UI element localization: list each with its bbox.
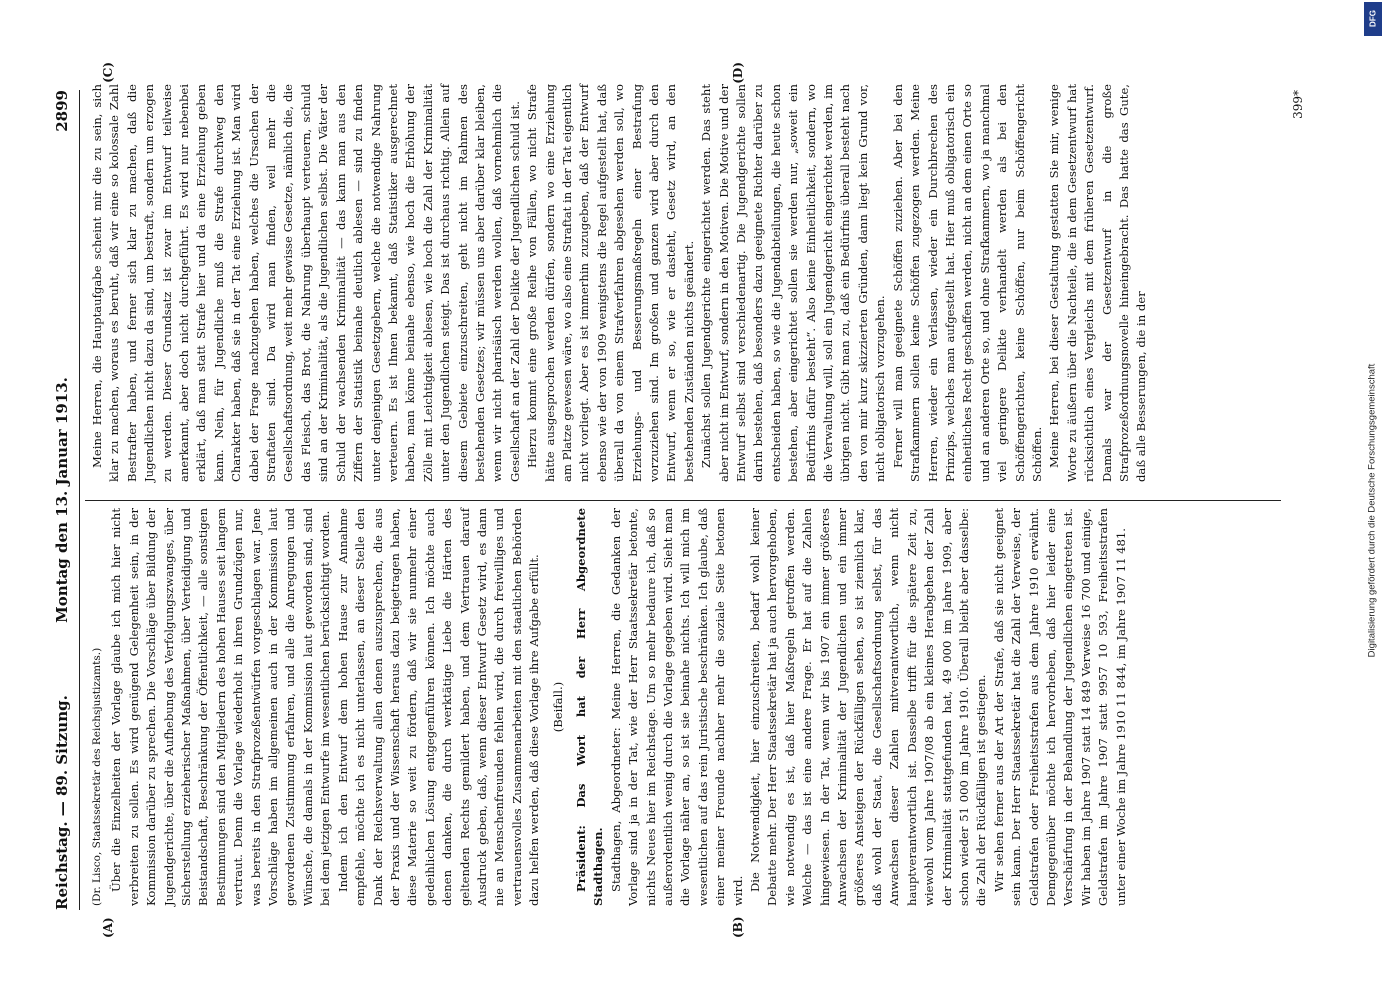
paragraph: Ferner will man geeignete Schöffen zuziehen. Aber bei den Strafkammern sollen keine Schöffen zugezogen werden. Meine Herren, wieder ein Verlassen, wieder ein Durchbrechen des Prinzips, welches man aufgestellt hat. Hier muß obligatorisch ein einheitliches Recht geschaffen werden, nicht an dem einen Orte so und an anderen Orte so, und ohne Strafkammern, wo ja manchmal viel geringere Delikte verhandelt werden als bei den Schöffengerichten, keine Schöffen, nur beim Schöffengericht Schöffen.	[890, 84, 1044, 482]
header-left: Reichstag. — 89. Sitzung.	[53, 695, 71, 910]
signature-mark: 399*	[1291, 90, 1305, 119]
paragraph: Zunächst sollen Jugendgerichte eingerichtet werden. Das steht aber nicht im Entwurf, sondern in den Motiven. Die Motive und der Entwurf selbst sind verschiedenartig. Die Jugendgerichte sollen darin bestehen, daß besonders dazu geeignete Richter darüber zu entscheiden haben, so wie die Jugendabteilungen, die heute schon bestehen, aber eingerichtet sollen sie werden nur, „soweit ein Bedürfnis dafür besteht“. Also keine Einheitlichkeit, sondern, wo die Verwaltung will, soll ein Jugendgericht eingerichtet werden, im übrigen nicht. Gibt man zu, daß ein Bedürfnis überall besteht nach den von mir kurz skizzierten Gründen, dann liegt kein Grund vor, nicht obligatorisch vorzugehen.	[699, 84, 888, 482]
paragraph: Über die Einzelheiten der Vorlage glaube ich mich hier nicht verbreiten zu sollen. Es wird genügend Gelegenheit sein, in der Kommission darüber zu sprechen. Die Vorschläge über Bildung der Jugendgerichte, über die Aufhebung des Verfolgungszwanges, über Sicherstellung erzieherischer Maßnahmen, über Verteidigung und Beistandschaft, Beschränkung der Öffentlichkeit, — alle sonstigen Bestimmungen sind den Mitgliedern des hohen Hauses seit langem vertraut. Denn die Vorlage wiederholt in ihren Grundzügen nur, was bereits in den Strafprozeßentwürfen vorgeschlagen war. Jene Vorschläge haben im allgemeinen auch in der Kommission laut gewordenen Zustimmung erfahren, und alle die Anregungen und Wünsche, die damals in der Kommission laut geworden sind, sind bei dem jetzigen Entwurfe im wesentlichen berücksichtigt worden.	[109, 508, 333, 906]
paragraph: Stadthagen, Abgeordneter: Meine Herren, die Gedanken der Vorlage sind ja in der Tat, wie der Herr Staatssekretär betonte, nichts Neues hier im Reichstage. Um so mehr bedaure ich, daß so außerordentlich wenig durch die Vorlage gegeben wird. Sieht man die Vorlage näher an, so ist sie beinahe nichts. Ich will mich im wesentlichen auf das rein Juristische beschränken. Ich glaube, daß einer meiner Freunde nachher mehr die soziale Seite betonen wird.	[608, 508, 745, 906]
paragraph: Meine Herren, die Hauptaufgabe scheint mir die zu sein, sich klar zu machen, woraus es beruht, daß wir eine so kolossale Zahl Bestrafter haben, und ferner sich klar zu machen, daß die Jugendlichen nicht dazu da sind, um bestraft, sondern um erzogen zu werden. Dieser Grundsatz ist zwar im Entwurf teilweise anerkannt, aber doch nicht durchgeführt. Es wird nur nebenbei erklärt, daß man statt Strafe hier und da eine Erziehung geben kann. Nein, für Jugendliche muß die Strafe durchweg den Charakter haben, daß sie in der Tat eine Erziehung ist. Man wird dabei der Frage nachzugehen haben, welches die Ursachen der Straftaten sind. Da wird man finden, weil mehr die Gesellschaftsordnung, weit mehr gewisse Gesetze, nämlich die, die das Fleisch, das Brot, die Nahrung überhaupt verteuern, schuld sind an der Kriminalität, als die Jugendlichen selbst. Die Väter der Schuld der wachsenden Kriminalität — das kann man aus den Ziffern der Statistik beinahe deutlich ablesen — sind zu finden unter denjenigen Gesetzgebern, welche die notwendige Nahrung verteuern. Es ist Ihnen bekannt, daß Statistiker ausgerechnet haben, man könne beinahe ebenso, wie hoch die Erhöhung der Zölle mit Leichtigkeit ablesen, wie hoch die Zahl der Kriminalität unter den Jugendlichen steigt. Das ist durchaus richtig. Allein auf diesem Gebiete einzuschreiten, geht nicht im Rahmen des bestehenden Gesetzes; wir müssen uns aber darüber klar bleiben, wenn wir nicht pharisäisch werden wollen, daß vornehmlich die Gesellschaft an der Zahl der Delikte der Jugendlichen schuld ist.	[90, 84, 522, 482]
paragraph: Indem ich den Entwurf dem hohen Hause zur Annahme empfehle, möchte ich es nicht unterlassen, an dieser Stelle den Dank der Reichsverwaltung allen denen auszusprechen, die aus der Praxis und der Wissenschaft heraus dazu beigetragen haben, diese Materie so weit zu fördern, daß wir sie nunmehr einer gedeihlichen Lösung entgegenführen können. Ich möchte auch denen danken, die durch werktätige Liebe die Härten des geltenden Rechts gemildert haben, und dem Vertrauen darauf Ausdruck geben, daß, wenn dieser Entwurf Gesetz wird, es dann nie an Menschenfreunden fehlen wird, die durch freiwilliges und vertrauensvolles Zusammenarbeiten mit den staatlichen Behörden dazu helfen werden, daß diese Vorlage ihre Aufgabe erfüllt.	[335, 508, 542, 906]
paragraph: Die Notwendigkeit, hier einzuschreiten, bedarf wohl keiner Debatte mehr. Der Herr Staatssekretär hat ja auch hervorgehoben, wie notwendig es ist, daß hier Maßregeln getroffen werden. Welche — das ist eine andere Frage. Er hat auf die Zahlen hingewiesen. In der Tat, wenn wir bis 1907 ein immer größeres Anwachsen der Kriminalität der Jugendlichen und ein immer größeres Ansteigen der Rückfälligen sehen, so ist ziemlich klar, daß wohl der Staat, die Gesellschaftsordnung selbst, für das Anwachsen dieser Zahlen mitverantwortlich, wenn nicht hauptverantwortlich ist. Dasselbe trifft für die spätere Zeit zu, wiewohl vom Jahre 1907/08 ab ein kleines Herabgehen der Zahl der Kriminalität stattgefunden hat, 49 000 im Jahre 1909, aber schon wieder 51 000 im Jahre 1910. Überall bleibt aber dasselbe: die Zahl der Rückfälligen ist gestiegen.	[748, 508, 989, 906]
president-line: Präsident: Das Wort hat der Herr Abgeordnete Stadthagen.	[573, 508, 606, 906]
margin-mark-c: (C)	[101, 62, 115, 83]
margin-mark-b: (B)	[731, 916, 745, 938]
column-separator	[85, 500, 1281, 501]
right-column	[89, 84, 1151, 482]
paragraph: Meine Herren, bei dieser Gestaltung gestatten Sie mir, wenige Worte zu äußern über die Nachteile, die in dem Gesetzentwurf hat rücksichtlich eines Vergleichs mit dem früheren Gesetzentwurf. Damals war der Gesetzentwurf in die große Strafprozeßordnungsnovelle hineingebracht. Das hatte das Gute, daß alle Besserungen, die in der	[1047, 84, 1149, 482]
dfg-logo-text: DFG	[1368, 10, 1378, 27]
applause-note: (Beifall.)	[550, 681, 565, 733]
dfg-logo	[1364, 2, 1382, 36]
rotated-document-page	[31, 60, 1351, 940]
left-column	[89, 508, 1130, 906]
margin-mark-a: (A)	[101, 917, 115, 938]
running-header	[53, 90, 79, 910]
paragraph: Wir sehen ferner aus der Art der Strafe, daß sie nicht geeignet sein kann. Der Herr Staatssekretär hat die Zahl der Verweise, der Geldstrafen oder Freiheitsstrafen aus dem Jahre 1910 erwähnt. Demgegenüber möchte ich hervorheben, daß hier leider eine Verschärfung in der Behandlung der Jugendlichen eingetreten ist. Wir haben im Jahre 1907 statt 14 849 Verweise 16 700 und einige, Geldstrafen im Jahre 1907 statt 9957 10 593, Freiheitsstrafen unter einer Woche im Jahre 1910 11 844, im Jahre 1907 11 481.	[991, 508, 1128, 906]
header-date: Montag den 13. Januar 1913.	[53, 377, 71, 623]
funding-note: Digitalisierung gefördert durch die Deutsche Forschungsgemeinschaft	[1366, 363, 1378, 658]
header-rule	[79, 90, 80, 910]
funding-note-strip	[1365, 40, 1379, 970]
speaker-caption: (Dr. Lisco, Staatssekretär des Reichsjustizamts.)	[91, 647, 103, 906]
paragraph: Hierzu kommt eine große Reihe von Fällen, wo nicht Strafe hätte ausgesprochen werden dürfen, sondern wo eine Erziehung am Platze gewesen wäre, wo also eine Straftat in der Tat eigentlich nicht vorliegt. Aber es ist immerhin zuzugeben, daß der Entwurf ebenso wie der von 1909 wenigstens die Regel aufgestellt hat, daß überall da von einem Strafverfahren abgesehen werden soll, wo Erziehungs- und Besserungsmaßregeln einer Bestrafung vorzuziehen sind. Im großen und ganzen wird aber durch den Entwurf, wenn er so, wie er dasteht, Gesetz wird, an den bestehenden Zuständen nichts geändert.	[525, 84, 696, 482]
margin-mark-d: (D)	[731, 62, 745, 84]
page-number: 2899	[53, 90, 71, 132]
